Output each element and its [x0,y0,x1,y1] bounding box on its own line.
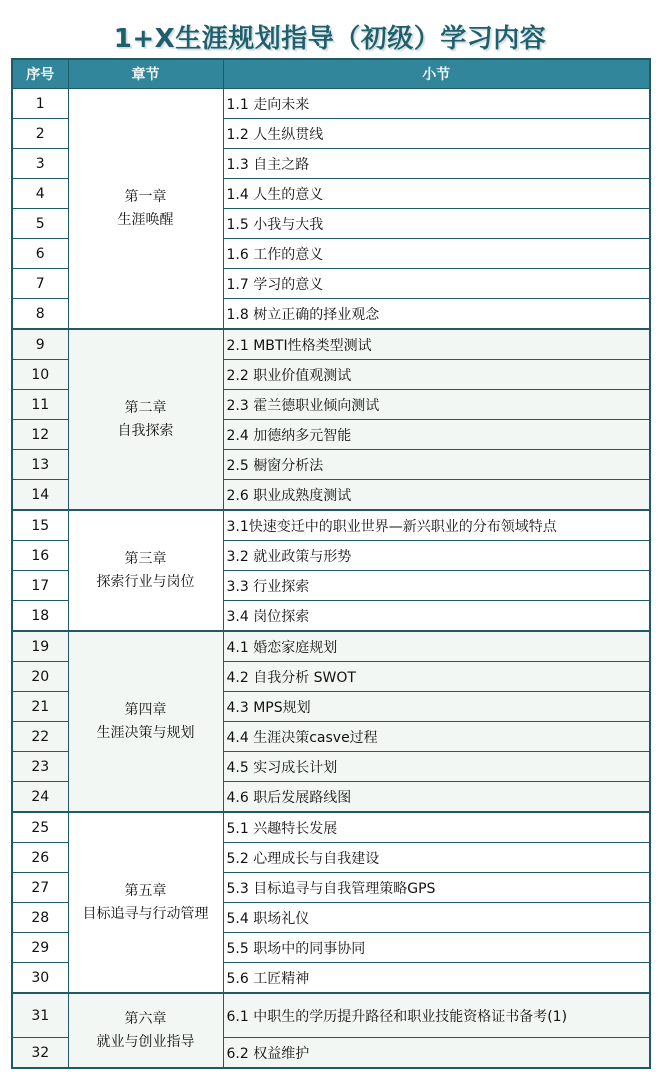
section-title: 4.5 实习成长计划 [223,752,650,782]
chapter-title: 生涯决策与规划 [96,724,195,741]
section-title: 1.5 小我与大我 [223,209,650,239]
row-index: 2 [12,119,68,149]
row-index: 17 [12,571,68,601]
row-index: 31 [12,993,68,1038]
chapter-number: 第六章 [124,1010,167,1027]
row-index: 20 [12,662,68,692]
row-index: 9 [12,329,68,360]
chapter-cell [68,993,223,1068]
chapter-title: 探索行业与岗位 [96,573,195,590]
section-title: 1.8 树立正确的择业观念 [223,299,650,330]
chapter-number: 第二章 [124,399,167,416]
section-title: 2.3 霍兰德职业倾向测试 [223,390,650,420]
chapter-title: 自我探索 [117,422,174,439]
page-title: 1+X生涯规划指导（初级）学习内容 [113,24,547,54]
section-title: 1.6 工作的意义 [223,239,650,269]
table-header-row [12,59,650,89]
chapter-number: 第三章 [124,550,167,567]
row-index: 15 [12,510,68,541]
row-index: 16 [12,541,68,571]
chapter-title: 就业与创业指导 [96,1033,195,1050]
section-title: 5.1 兴趣特长发展 [223,812,650,843]
section-title: 5.5 职场中的同事协同 [223,933,650,963]
section-title: 1.1 走向未来 [223,89,650,119]
section-title: 2.1 MBTI性格类型测试 [223,329,650,360]
row-index: 8 [12,299,68,330]
section-title: 2.4 加德纳多元智能 [223,420,650,450]
section-title: 6.1 中职生的学历提升路径和职业技能资格证书备考(1) [223,993,650,1038]
section-title: 3.4 岗位探索 [223,601,650,632]
section-title: 5.4 职场礼仪 [223,903,650,933]
row-index: 26 [12,843,68,873]
header-section: 小节 [223,59,650,89]
row-index: 14 [12,480,68,511]
section-title: 5.3 目标追寻与自我管理策略GPS [223,873,650,903]
chapter-number: 第四章 [124,701,167,718]
section-title: 3.3 行业探索 [223,571,650,601]
table-row [12,631,650,662]
row-index: 22 [12,722,68,752]
row-index: 11 [12,390,68,420]
chapter-number: 第一章 [124,188,167,205]
header-chapter: 章节 [68,59,223,89]
row-index: 21 [12,692,68,722]
table-row [12,812,650,843]
row-index: 23 [12,752,68,782]
row-index: 27 [12,873,68,903]
table-row [12,329,650,360]
row-index: 6 [12,239,68,269]
row-index: 10 [12,360,68,390]
section-title: 4.3 MPS规划 [223,692,650,722]
row-index: 29 [12,933,68,963]
row-index: 5 [12,209,68,239]
section-title: 1.3 自主之路 [223,149,650,179]
row-index: 1 [12,89,68,119]
table-body [12,89,650,1069]
section-title: 5.2 心理成长与自我建设 [223,843,650,873]
row-index: 30 [12,963,68,994]
row-index: 12 [12,420,68,450]
row-index: 19 [12,631,68,662]
row-index: 3 [12,149,68,179]
section-title: 3.1快速变迁中的职业世界—新兴职业的分布领域特点 [223,510,650,541]
header-index: 序号 [12,59,68,89]
curriculum-table [11,58,651,1069]
section-title: 4.4 生涯决策casve过程 [223,722,650,752]
row-index: 25 [12,812,68,843]
chapter-title: 目标追寻与行动管理 [82,905,209,922]
chapter-title: 生涯唤醒 [117,211,174,228]
row-index: 7 [12,269,68,299]
table-row [12,993,650,1038]
chapter-cell [68,510,223,631]
chapter-cell [68,812,223,993]
section-title: 1.7 学习的意义 [223,269,650,299]
section-title: 2.2 职业价值观测试 [223,360,650,390]
section-title: 1.4 人生的意义 [223,179,650,209]
row-index: 24 [12,782,68,813]
table-row [12,89,650,119]
section-title: 4.2 自我分析 SWOT [223,662,650,692]
chapter-number: 第五章 [124,882,167,899]
section-title: 4.1 婚恋家庭规划 [223,631,650,662]
chapter-cell [68,329,223,510]
row-index: 28 [12,903,68,933]
section-title: 2.5 橱窗分析法 [223,450,650,480]
row-index: 32 [12,1038,68,1069]
row-index: 13 [12,450,68,480]
table-row [12,510,650,541]
chapter-cell [68,89,223,330]
section-title: 3.2 就业政策与形势 [223,541,650,571]
section-title: 5.6 工匠精神 [223,963,650,994]
section-title: 6.2 权益维护 [223,1038,650,1069]
section-title: 2.6 职业成熟度测试 [223,480,650,511]
section-title: 4.6 职后发展路线图 [223,782,650,813]
chapter-cell [68,631,223,812]
row-index: 4 [12,179,68,209]
section-title: 1.2 人生纵贯线 [223,119,650,149]
row-index: 18 [12,601,68,632]
